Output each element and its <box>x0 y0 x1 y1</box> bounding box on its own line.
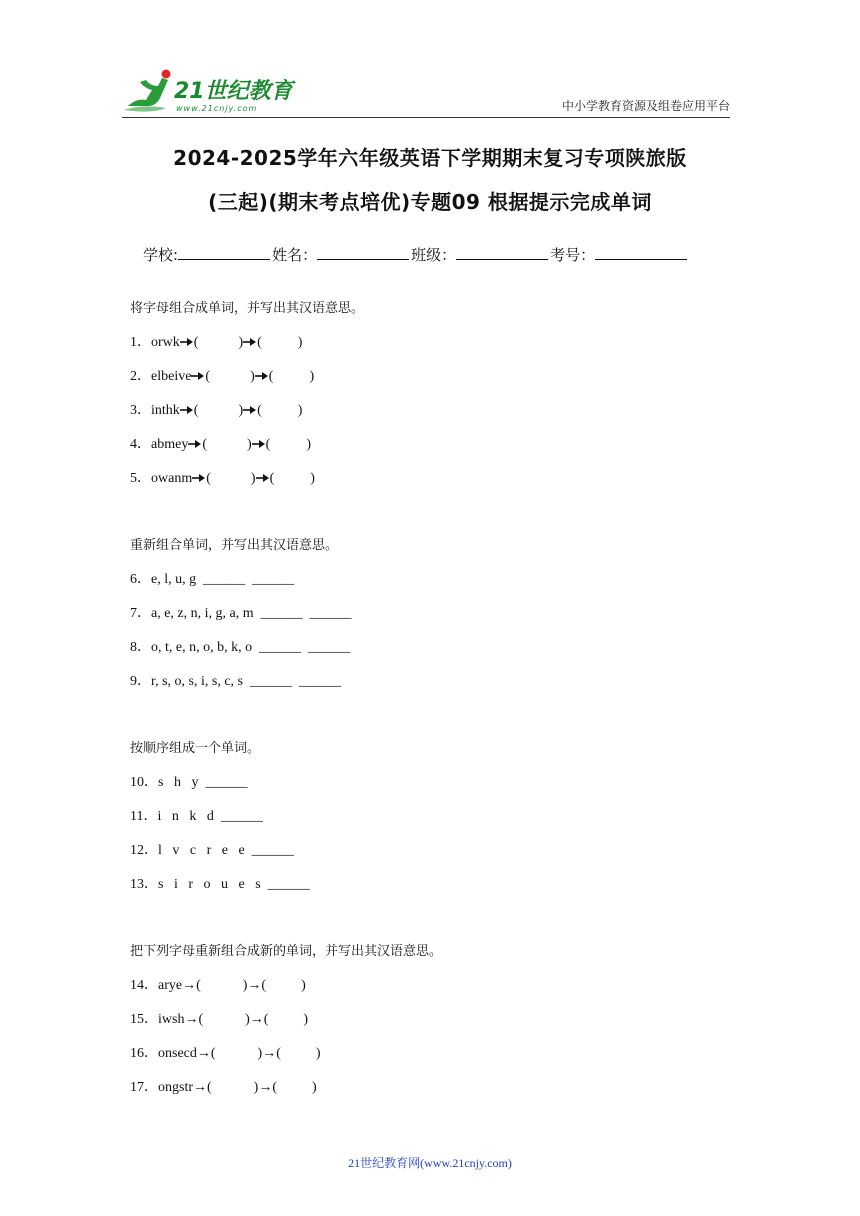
platform-label: 中小学教育资源及组卷应用平台 <box>561 99 730 113</box>
question-text: elbeive <box>151 369 192 384</box>
question-number: 8． <box>130 640 151 655</box>
question-4: 4．abmey ( ) ( ) <box>130 437 312 452</box>
question-1: 1．orwk ( ) ( ) <box>130 335 303 350</box>
section-1-title: 将字母组合成单词，并写出其汉语意思。 <box>130 301 365 316</box>
question-text: onsecd→( )→( ) <box>158 1046 321 1061</box>
question-text: o, t, e, n, o, b, k, o ______ ______ <box>151 640 351 655</box>
question-number: 2． <box>130 369 151 384</box>
question-10 <box>130 771 247 791</box>
question-14 <box>130 974 306 994</box>
exam-no-field[interactable] <box>595 245 687 260</box>
arrow-right-icon <box>180 337 194 347</box>
question-6 <box>130 568 294 588</box>
question-text: a, e, z, n, i, g, a, m ______ ______ <box>151 606 352 621</box>
question-text: owanm <box>151 471 193 486</box>
section-4-title: 把下列字母重新组合成新的单词，并写出其汉语意思。 <box>130 944 443 959</box>
question-text: abmey <box>151 437 189 452</box>
school-label: 学校: <box>143 246 179 264</box>
question-number: 14． <box>130 978 158 993</box>
question-text: arye→( )→( ) <box>158 978 306 993</box>
question-text: i n k d ______ <box>157 809 263 824</box>
header-divider <box>122 117 730 118</box>
question-number: 12． <box>130 843 158 858</box>
arrow-right-icon <box>255 371 269 381</box>
question-17 <box>130 1076 317 1096</box>
question-number: 17． <box>130 1080 158 1095</box>
arrow-right-icon <box>243 337 257 347</box>
question-text: s i r o u e s ______ <box>158 877 310 892</box>
question-3: 3．inthk ( ) ( ) <box>130 403 303 418</box>
question-text: inthk <box>151 403 180 418</box>
question-number: 9． <box>130 674 151 689</box>
question-number: 15． <box>130 1012 158 1027</box>
section-3-title: 按顺序组成一个单词。 <box>130 741 261 756</box>
question-text: s h y ______ <box>158 775 248 790</box>
question-number: 13． <box>130 877 158 892</box>
arrow-right-icon <box>252 439 266 449</box>
question-5: 5．owanm ( ) ( ) <box>130 471 315 486</box>
arrow-right-icon <box>256 473 270 483</box>
question-text: e, l, u, g ______ ______ <box>151 572 295 587</box>
question-number: 6． <box>130 572 151 587</box>
logo <box>122 68 297 118</box>
question-number: 5． <box>130 471 151 486</box>
arrow-right-icon <box>192 473 206 483</box>
page-subtitle: (三起)(期末考点培优)专题09 根据提示完成单词 <box>208 190 652 214</box>
name-field[interactable] <box>317 245 409 260</box>
page-footer[interactable]: 21世纪教育网(www.21cnjy.com) <box>348 1156 512 1170</box>
arrow-right-icon <box>191 371 205 381</box>
question-text: orwk <box>151 335 180 350</box>
question-text: r, s, o, s, i, s, c, s ______ ______ <box>151 674 341 689</box>
svg-text:21世纪教育: 21世纪教育 <box>174 79 293 104</box>
question-7 <box>130 602 352 622</box>
question-16 <box>130 1042 321 1062</box>
logo-icon <box>122 68 297 118</box>
name-label: 姓名： <box>272 246 318 264</box>
arrow-right-icon <box>188 439 202 449</box>
question-number: 11． <box>130 809 158 824</box>
page-title: 2024-2025学年六年级英语下学期期末复习专项陕旅版 <box>173 146 687 170</box>
question-number: 7． <box>130 606 151 621</box>
question-number: 1． <box>130 335 151 350</box>
arrow-right-icon <box>243 405 257 415</box>
question-number: 10． <box>130 775 158 790</box>
arrow-right-icon <box>180 405 194 415</box>
question-number: 3． <box>130 403 151 418</box>
section-2-title: 重新组合单词，并写出其汉语意思。 <box>130 538 339 553</box>
question-15 <box>130 1008 308 1028</box>
question-2: 2．elbeive ( ) ( ) <box>130 369 315 384</box>
question-13 <box>130 873 310 893</box>
class-label: 班级： <box>411 246 457 264</box>
page-header <box>0 0 860 125</box>
svg-text:www.21cnjy.com: www.21cnjy.com <box>176 104 258 113</box>
question-12 <box>130 839 294 859</box>
question-8 <box>130 636 350 656</box>
question-9 <box>130 670 341 690</box>
question-text: l v c r e e ______ <box>158 843 294 858</box>
question-text: ongstr→( )→( ) <box>158 1080 317 1095</box>
class-field[interactable] <box>456 245 548 260</box>
question-number: 4． <box>130 437 151 452</box>
exam-no-label: 考号： <box>550 246 596 264</box>
question-11 <box>130 805 263 825</box>
question-text: iwsh→( )→( ) <box>158 1012 309 1027</box>
school-field[interactable] <box>178 245 270 260</box>
student-info-row <box>143 244 689 265</box>
question-number: 16． <box>130 1046 158 1061</box>
